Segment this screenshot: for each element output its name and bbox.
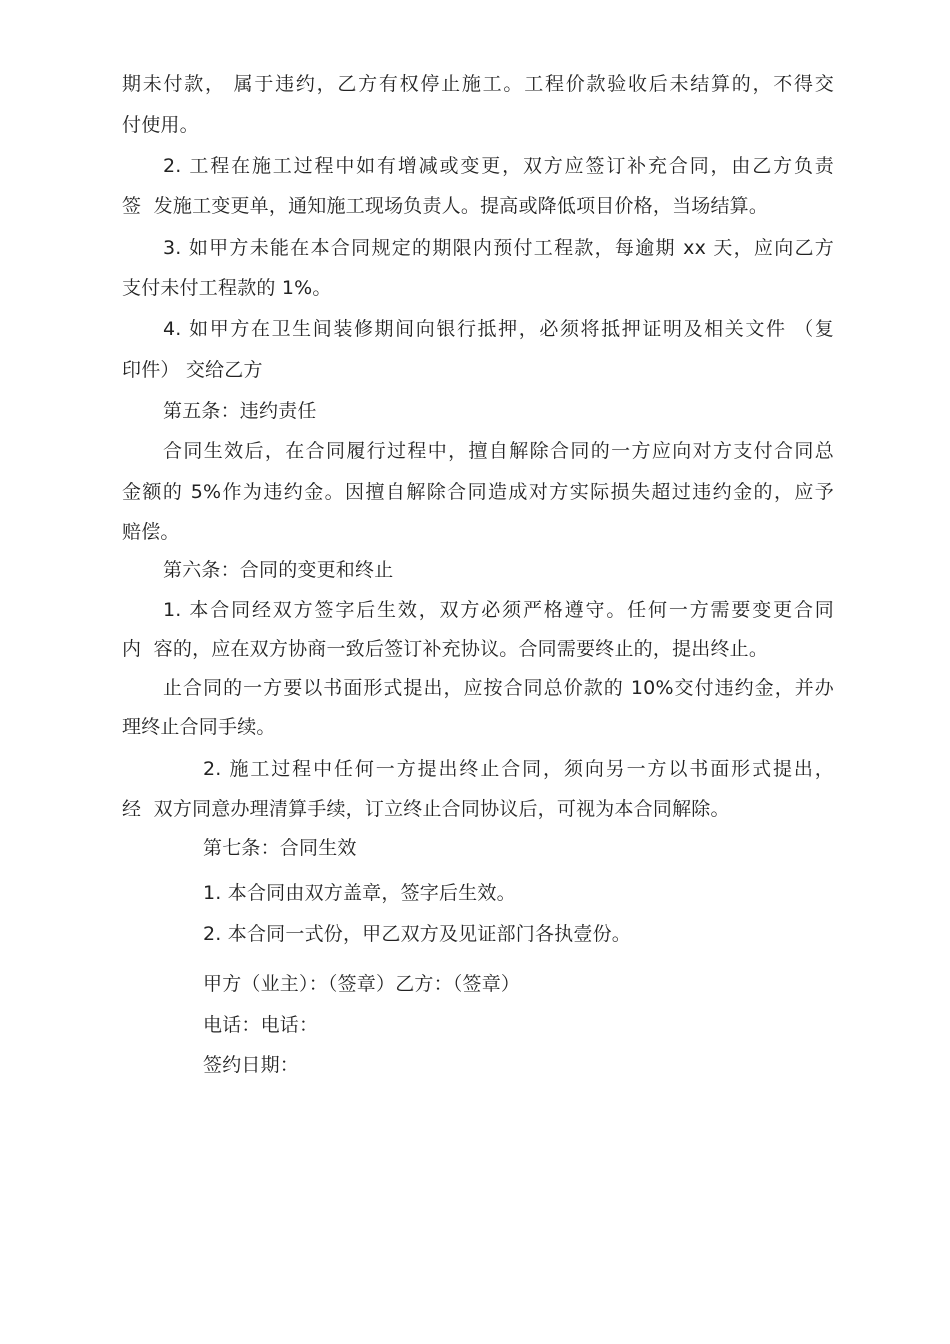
text-line: 期未付款， 属于违约，乙方有权停止施工。工程价款验收后未结算的，不得交 (122, 73, 834, 95)
text-line: 付使用。 (122, 114, 199, 136)
section-heading: 第五条：违约责任 (163, 400, 317, 422)
section-heading: 第七条：合同生效 (203, 837, 357, 859)
text-line: 4. 如甲方在卫生间装修期间向银行抵押，必须将抵押证明及相关文件 （复 (163, 318, 834, 340)
text-line: 理终止合同手续。 (122, 716, 276, 738)
text-line: 2. 施工过程中任何一方提出终止合同，须向另一方以书面形式提出， (203, 758, 834, 780)
text-line: 2. 工程在施工过程中如有增减或变更，双方应签订补充合同，由乙方负责 (163, 155, 834, 177)
text-line: 金额的 5%作为违约金。因擅自解除合同造成对方实际损失超过违约金的，应予 (122, 481, 834, 503)
section-heading: 第六条：合同的变更和终止 (163, 559, 394, 581)
text-line: 支付未付工程款的 1%。 (122, 277, 332, 299)
signing-date-line: 签约日期： (203, 1054, 300, 1076)
text-line: 签 发施工变更单，通知施工现场负责人。提高或降低项目价格，当场结算。 (122, 195, 769, 217)
text-line: 印件） 交给乙方 (122, 359, 263, 381)
text-line: 1. 本合同由双方盖章，签字后生效。 (203, 882, 516, 904)
text-line: 经 双方同意办理清算手续，订立终止合同协议后，可视为本合同解除。 (122, 798, 730, 820)
text-line: 合同生效后，在合同履行过程中，擅自解除合同的一方应向对方支付合同总 (163, 440, 834, 462)
text-line: 1. 本合同经双方签字后生效，双方必须严格遵守。任何一方需要变更合同 (163, 599, 834, 621)
text-line: 止合同的一方要以书面形式提出，应按合同总价款的 10%交付违约金，并办 (163, 677, 834, 699)
text-line: 3. 如甲方未能在本合同规定的期限内预付工程款，每逾期 xx 天，应向乙方 (163, 237, 834, 259)
text-line: 内 容的，应在双方协商一致后签订补充协议。合同需要终止的，提出终止。 (122, 638, 769, 660)
text-line: 赔偿。 (122, 521, 180, 543)
text-line: 2. 本合同一式份，甲乙双方及见证部门各执壹份。 (203, 923, 631, 945)
phone-line: 电话：电话： (203, 1014, 319, 1036)
signature-line: 甲方（业主）：（签章）乙方：（签章） (203, 973, 521, 995)
